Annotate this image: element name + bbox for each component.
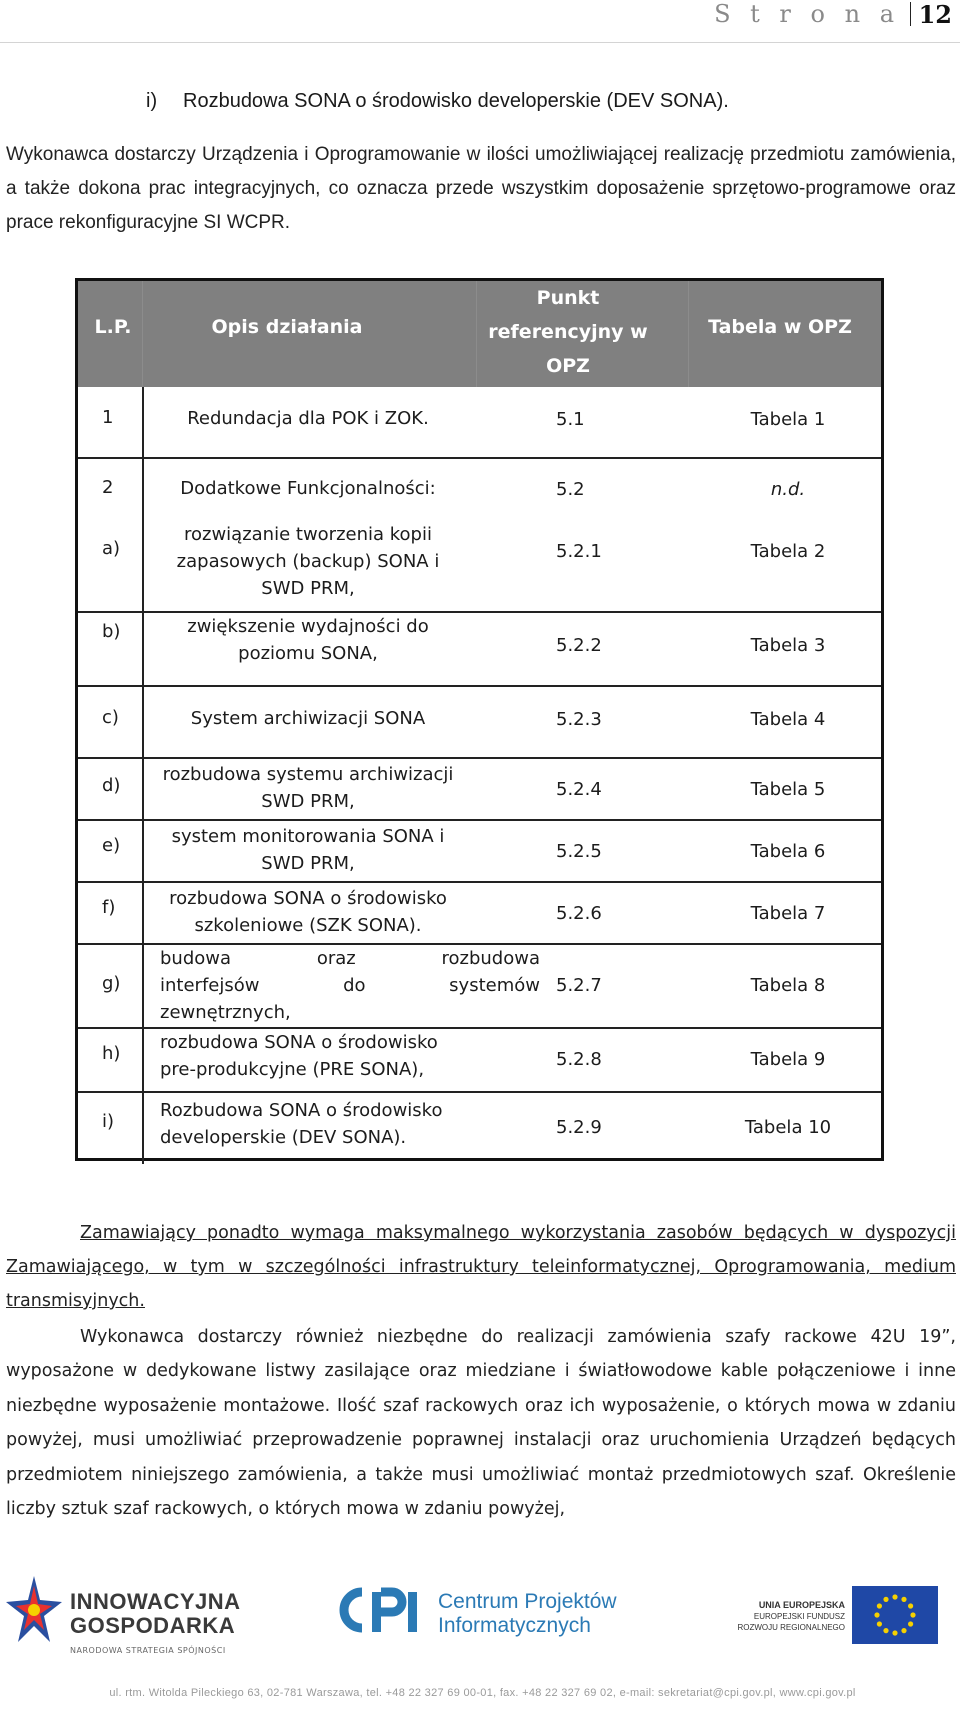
cell-tab: Tabela 1 <box>750 409 826 430</box>
cell-desc: Dodatkowe Funkcjonalności: <box>180 478 436 499</box>
word: rozbudowa <box>441 948 540 969</box>
table-row <box>78 459 881 513</box>
intro-list-item <box>146 90 729 113</box>
cell-ref: 5.2.3 <box>556 709 602 730</box>
cell-lp: f) <box>102 897 116 918</box>
innowacyjna-gospodarka-logo-icon <box>4 1572 64 1650</box>
table-row <box>78 821 881 881</box>
cell-desc: System archiwizacji SONA <box>190 708 426 729</box>
table-row <box>78 387 881 457</box>
cell-desc: Redundacja dla POK i ZOK. <box>187 408 429 429</box>
cell-ref: 5.1 <box>556 409 585 430</box>
cell-ref: 5.2.8 <box>556 1049 602 1070</box>
table-row <box>78 526 881 606</box>
word: budowa <box>160 948 232 969</box>
cell-ref: 5.2.4 <box>556 779 602 800</box>
header-divider <box>688 281 689 387</box>
header-lp: L.P. <box>94 316 132 338</box>
cell-lp: g) <box>102 973 121 994</box>
cell-lp: d) <box>102 775 121 796</box>
cpi-line2: Informatycznych <box>438 1614 591 1637</box>
cpi-line1: Centrum Projektów <box>438 1590 617 1613</box>
cell-lp: c) <box>102 707 119 728</box>
actions-table <box>75 278 884 1161</box>
paragraph-1: Wykonawca dostarczy Urządzenia i Oprogramowanie w ilości umożliwiającej realizację przedmiotu zamówienia, a także dokona prac integracyjnych, co oznacza przede wszystkim doposażenie sprzętowo-programowe oraz prace rekonfiguracyjne SI WCPR. <box>6 144 956 233</box>
cell-tab: Tabela 2 <box>750 541 826 562</box>
cell-lp: 1 <box>102 407 114 428</box>
footer-logos <box>0 1562 960 1672</box>
table-row <box>78 613 881 679</box>
ig-logo-text <box>70 1590 241 1638</box>
cell-tab: Tabela 4 <box>750 709 826 730</box>
cell-ref: 5.2.6 <box>556 903 602 924</box>
eu-line1: UNIA EUROPEJSKA <box>758 1600 845 1610</box>
cell-ref: 5.2.2 <box>556 635 602 656</box>
cell-lp: e) <box>102 835 121 856</box>
cell-ref: 5.2 <box>556 479 585 500</box>
header-ref-line1: Punkt <box>536 287 600 309</box>
table-row <box>78 1093 881 1159</box>
cell-desc: rozbudowa SONA o środowisko szkoleniowe (SZK SONA). <box>169 888 447 936</box>
ig-line2: GOSPODARKA <box>70 1613 236 1638</box>
word: systemów <box>449 975 540 996</box>
table-row <box>78 1029 881 1089</box>
eu-flag-icon <box>852 1586 938 1644</box>
cell-lp: a) <box>102 538 121 559</box>
eu-text <box>730 1600 845 1633</box>
cell-desc: rozbudowa systemu archiwizacji SWD PRM, <box>162 764 454 812</box>
cell-lp: 2 <box>102 477 114 498</box>
cell-tab: Tabela 3 <box>750 635 826 656</box>
cpi-logo-icon <box>334 1580 434 1640</box>
paragraph-3 <box>6 1320 956 1526</box>
cell-lp: h) <box>102 1043 121 1064</box>
eu-line2: EUROPEJSKI FUNDUSZ <box>753 1612 845 1621</box>
cell-tab: n.d. <box>770 479 806 500</box>
intro-item-label: i) <box>146 90 158 112</box>
cell-desc-line3: zewnętrznych, <box>160 1002 291 1023</box>
cell-desc-line2 <box>160 972 540 999</box>
table-row <box>78 759 881 817</box>
cell-desc: system monitorowania SONA i SWD PRM, <box>171 826 445 874</box>
word: oraz <box>316 948 356 969</box>
header-ref-line2: referencyjny w <box>488 321 648 343</box>
cell-tab: Tabela 5 <box>750 779 826 800</box>
column-divider <box>142 387 144 1164</box>
cpi-logo-text <box>438 1590 617 1638</box>
cell-lp: b) <box>102 621 121 642</box>
cell-ref: 5.2.7 <box>556 975 602 996</box>
intro-item-text: Rozbudowa SONA o środowisko developerskie (DEV SONA). <box>183 90 729 112</box>
paragraph-2 <box>6 1216 956 1318</box>
table-row <box>78 945 881 1027</box>
word: do <box>343 975 366 996</box>
word: interfejsów <box>160 975 260 996</box>
ig-line3: NARODOWA STRATEGIA SPÓJNOŚCI <box>70 1646 226 1655</box>
cell-desc: zwiększenie wydajności do poziomu SONA, <box>187 616 429 664</box>
cell-ref: 5.2.9 <box>556 1117 602 1138</box>
page-number: 12 <box>918 0 952 29</box>
cell-desc <box>160 945 540 1026</box>
cell-desc: rozbudowa SONA o środowisko pre-produkcyjne (PRE SONA), <box>160 1032 438 1080</box>
header-desc: Opis działania <box>211 316 363 338</box>
cell-desc-line1 <box>160 945 540 972</box>
cell-desc: rozwiązanie tworzenia kopii zapasowych (backup) SONA i SWD PRM, <box>176 524 440 599</box>
paragraph-2-text: Zamawiający ponadto wymaga maksymalnego wykorzystania zasobów będących w dyspozycji Zamawiającego, w tym w szczególności infrastruktury teleinformatycznej, Oprogramowania, medium transmisyjnych. <box>6 1223 956 1311</box>
header-rule <box>0 42 960 43</box>
header-separator <box>910 2 911 26</box>
header-tab: Tabela w OPZ <box>708 316 852 338</box>
paragraph-3-text: Wykonawca dostarczy również niezbędne do realizacji zamówienia szafy rackowe 42U 19”, wyposażone w dedykowane listwy zasilające oraz miedziane i światłowodowe kable połączeniowe i inne niezbędne wyposażenie montażowe. Ilość szaf rackowych oraz ich wyposażenie, o których mowa w zdaniu powyżej, musi umożliwiać przeprowadzenie poprawnej instalacji oraz uruchomienia Urządzeń będących przedmiotem niniejszego zamówienia, a także musi umożliwiać montaż przedmiotowych szaf. Określenie liczby sztuk szaf rackowych, o których mowa w zdaniu powyżej, <box>6 1327 956 1520</box>
cell-tab: Tabela 10 <box>744 1117 832 1138</box>
cell-ref: 5.2.5 <box>556 841 602 862</box>
header-ref-line3: OPZ <box>546 355 590 377</box>
cell-tab: Tabela 6 <box>750 841 826 862</box>
cell-desc: Rozbudowa SONA o środowisko developerskie (DEV SONA). <box>160 1100 443 1148</box>
cell-ref: 5.2.1 <box>556 541 602 562</box>
page-label: S t r o n a <box>714 0 900 28</box>
cell-tab: Tabela 9 <box>750 1049 826 1070</box>
cell-tab: Tabela 8 <box>750 975 826 996</box>
header-ref <box>468 281 668 383</box>
cell-tab: Tabela 7 <box>750 903 826 924</box>
ig-line1: INNOWACYJNA <box>70 1589 241 1614</box>
eu-line3: ROZWOJU REGIONALNEGO <box>737 1623 845 1632</box>
table-header <box>78 281 881 387</box>
cell-lp: i) <box>102 1111 115 1132</box>
table-row <box>78 883 881 943</box>
footer-address: ul. rtm. Witolda Pileckiego 63, 02-781 Warszawa, tel. +48 22 327 69 00-01, fax. +48 22 327 69 02, e-mail: sekretariat@cpi.gov.pl, www.cpi.gov.pl <box>109 1687 856 1699</box>
table-row <box>78 687 881 751</box>
